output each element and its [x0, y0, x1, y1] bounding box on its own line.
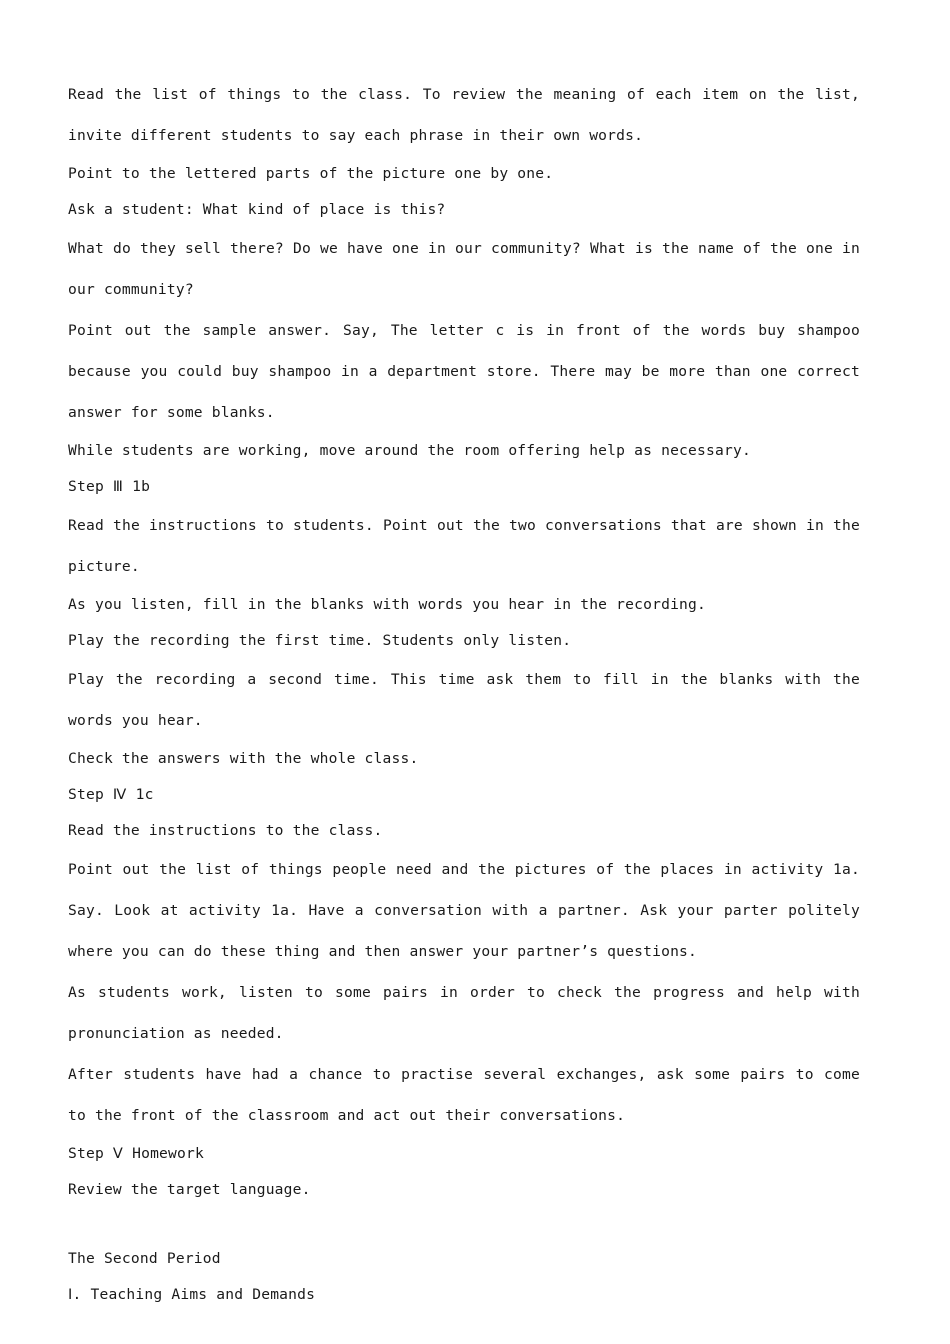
section-spacer: [68, 1208, 860, 1241]
paragraph-act-out: After students have had a chance to practise several exchanges, ask some pairs to come to the front of the classroom and act out their conversations.: [68, 1066, 860, 1124]
paragraph-fill-blanks: As you listen, fill in the blanks with words you hear in the recording.: [68, 596, 707, 613]
paragraph-play-second-time: Play the recording a second time. This time ask them to fill in the blanks with the words you hear.: [68, 671, 860, 729]
step-heading-1c: Step Ⅳ 1c: [68, 786, 154, 803]
step-heading-1b: Step Ⅲ 1b: [68, 478, 151, 495]
paragraph-community-questions: What do they sell there? Do we have one in our community? What is the name of the one in our community?: [68, 240, 860, 298]
paragraph-ask-student: Ask a student: What kind of place is this?: [68, 201, 446, 218]
paragraph-students-working: While students are working, move around the room offering help as necessary.: [68, 442, 751, 459]
paragraph-play-first-time: Play the recording the first time. Students only listen.: [68, 632, 572, 649]
paragraph-review-target-language: Review the target language.: [68, 1181, 311, 1198]
paragraph-point-lettered-parts: Point to the lettered parts of the picture one by one.: [68, 165, 554, 182]
subsection-title: Ⅰ. Teaching Aims and Demands: [68, 1286, 316, 1303]
paragraph-sample-answer: Point out the sample answer. Say, The letter c is in front of the words buy shampoo because you could buy shampoo in a department store. There may be more than one correct answer for some blanks.: [68, 322, 860, 421]
paragraph-review-list: Read the list of things to the class. To review the meaning of each item on the list, invite different students to say each phrase in their own words.: [68, 86, 860, 144]
paragraph-read-instructions-1b: Read the instructions to students. Point out the two conversations that are shown in the picture.: [68, 517, 860, 575]
paragraph-point-out-list: Point out the list of things people need and the pictures of the places in activity 1a. Say. Look at activity 1a. Have a conversation with a partner. Ask your parter politely where you can do these thing and then answer your partner’s questions.: [68, 861, 860, 960]
paragraph-check-answers: Check the answers with the whole class.: [68, 750, 419, 767]
section-title: The Second Period: [68, 1250, 221, 1267]
document-page: [68, 74, 860, 1313]
paragraph-listen-pairs: As students work, listen to some pairs in order to check the progress and help with pronunciation as needed.: [68, 984, 860, 1042]
step-heading-homework: Step Ⅴ Homework: [68, 1145, 204, 1162]
paragraph-read-instructions-1c: Read the instructions to the class.: [68, 822, 383, 839]
